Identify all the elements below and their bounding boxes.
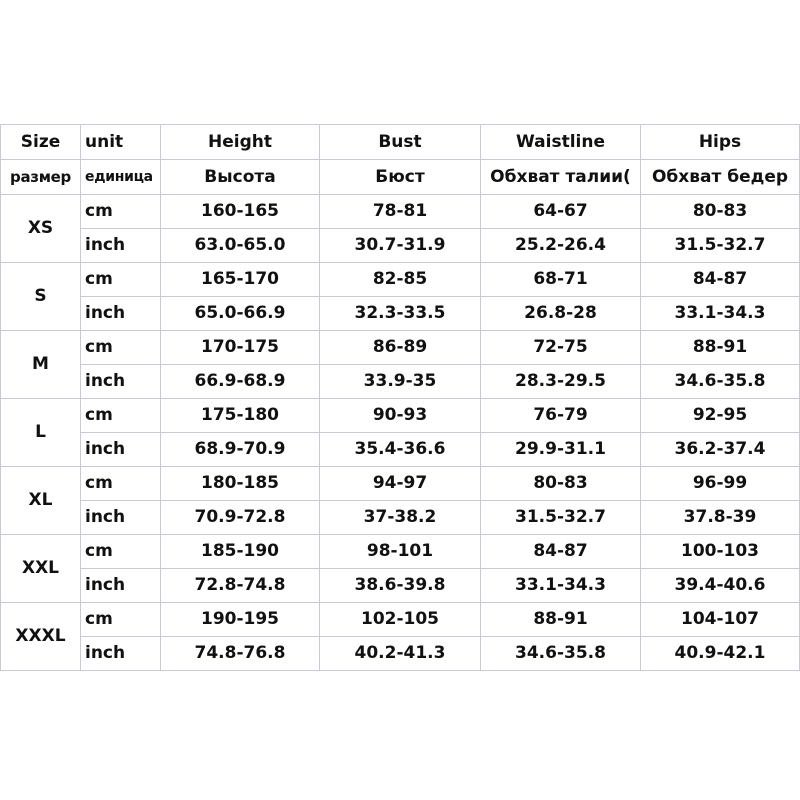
size-chart-table [0,124,800,671]
size-rows [1,195,800,671]
waist-value: 31.5-32.7 [481,501,641,535]
height-value: 68.9-70.9 [161,433,320,467]
height-value: 180-185 [161,467,320,501]
height-value: 185-190 [161,535,320,569]
height-value: 70.9-72.8 [161,501,320,535]
height-value: 160-165 [161,195,320,229]
hips-value: 39.4-40.6 [641,569,800,603]
waist-value: 34.6-35.8 [481,637,641,671]
size-row-cm [1,535,800,569]
header-waist-ru: Обхват талии( [481,160,641,195]
size-row-cm [1,399,800,433]
size-row-cm [1,603,800,637]
hips-value: 31.5-32.7 [641,229,800,263]
waist-value: 64-67 [481,195,641,229]
header-height: Height [161,125,320,160]
unit-label: cm [81,603,161,637]
bust-value: 78-81 [320,195,481,229]
header-waist: Waistline [481,125,641,160]
waist-value: 88-91 [481,603,641,637]
size-row-inch [1,297,800,331]
waist-value: 76-79 [481,399,641,433]
header-row-ru [1,160,800,195]
size-row-cm [1,263,800,297]
size-row-inch [1,637,800,671]
waist-value: 28.3-29.5 [481,365,641,399]
size-label: L [1,399,81,467]
unit-label: inch [81,501,161,535]
hips-value: 88-91 [641,331,800,365]
header-bust: Bust [320,125,481,160]
header-height-ru: Высота [161,160,320,195]
header-size-ru: размер [1,160,81,195]
hips-value: 40.9-42.1 [641,637,800,671]
unit-label: cm [81,331,161,365]
hips-value: 37.8-39 [641,501,800,535]
bust-value: 102-105 [320,603,481,637]
size-row-inch [1,229,800,263]
waist-value: 25.2-26.4 [481,229,641,263]
height-value: 190-195 [161,603,320,637]
unit-label: cm [81,535,161,569]
height-value: 175-180 [161,399,320,433]
header-unit: unit [81,125,161,160]
unit-label: inch [81,297,161,331]
unit-label: cm [81,399,161,433]
size-label: XXXL [1,603,81,671]
height-value: 74.8-76.8 [161,637,320,671]
bust-value: 40.2-41.3 [320,637,481,671]
unit-label: cm [81,467,161,501]
size-row-inch [1,501,800,535]
unit-label: inch [81,229,161,263]
waist-value: 33.1-34.3 [481,569,641,603]
waist-value: 72-75 [481,331,641,365]
height-value: 72.8-74.8 [161,569,320,603]
header-size: Size [1,125,81,160]
height-value: 170-175 [161,331,320,365]
hips-value: 104-107 [641,603,800,637]
header-unit-ru: единица [81,160,161,195]
hips-value: 34.6-35.8 [641,365,800,399]
size-label: XS [1,195,81,263]
hips-value: 36.2-37.4 [641,433,800,467]
size-label: M [1,331,81,399]
bust-value: 94-97 [320,467,481,501]
size-label: XXL [1,535,81,603]
bust-value: 33.9-35 [320,365,481,399]
bust-value: 86-89 [320,331,481,365]
bust-value: 82-85 [320,263,481,297]
waist-value: 84-87 [481,535,641,569]
bust-value: 30.7-31.9 [320,229,481,263]
size-row-inch [1,433,800,467]
bust-value: 35.4-36.6 [320,433,481,467]
header-hips-ru: Обхват бедер [641,160,800,195]
bust-value: 32.3-33.5 [320,297,481,331]
waist-value: 29.9-31.1 [481,433,641,467]
waist-value: 26.8-28 [481,297,641,331]
size-row-cm [1,331,800,365]
height-value: 63.0-65.0 [161,229,320,263]
waist-value: 80-83 [481,467,641,501]
header-bust-ru: Бюст [320,160,481,195]
unit-label: inch [81,433,161,467]
unit-label: inch [81,637,161,671]
waist-value: 68-71 [481,263,641,297]
hips-value: 33.1-34.3 [641,297,800,331]
height-value: 66.9-68.9 [161,365,320,399]
unit-label: inch [81,365,161,399]
header-row-en [1,125,800,160]
unit-label: cm [81,263,161,297]
bust-value: 37-38.2 [320,501,481,535]
hips-value: 100-103 [641,535,800,569]
hips-value: 96-99 [641,467,800,501]
bust-value: 98-101 [320,535,481,569]
size-label: S [1,263,81,331]
bust-value: 38.6-39.8 [320,569,481,603]
size-row-cm [1,195,800,229]
hips-value: 84-87 [641,263,800,297]
header-hips: Hips [641,125,800,160]
unit-label: cm [81,195,161,229]
size-label: XL [1,467,81,535]
height-value: 165-170 [161,263,320,297]
size-row-inch [1,569,800,603]
bust-value: 90-93 [320,399,481,433]
height-value: 65.0-66.9 [161,297,320,331]
size-row-cm [1,467,800,501]
unit-label: inch [81,569,161,603]
hips-value: 92-95 [641,399,800,433]
size-row-inch [1,365,800,399]
hips-value: 80-83 [641,195,800,229]
